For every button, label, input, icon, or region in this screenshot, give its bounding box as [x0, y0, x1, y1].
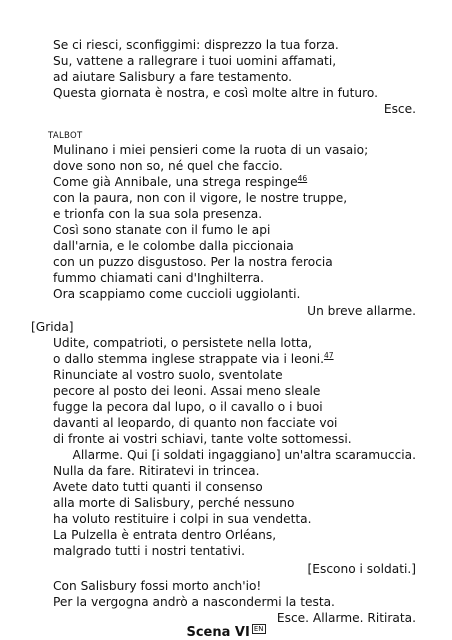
- verse-line: Rinunciate al vostro suolo, sventolate: [53, 368, 283, 382]
- footnote-link[interactable]: 47: [324, 350, 334, 360]
- verse-line: con un puzzo disgustoso. Per la nostra ferocia: [53, 255, 333, 269]
- verse-line: Ora scappiamo come cuccioli uggiolanti.: [53, 287, 301, 301]
- verse-line: pecore al posto dei leoni. Assai meno sleale: [53, 384, 321, 398]
- verse-line: [53, 351, 334, 367]
- stage-direction-alarm: Un breve allarme.: [307, 304, 416, 318]
- verse-line: Con Salisbury fossi morto anch'io!: [53, 579, 262, 593]
- verse-line: dove sono non so, né quel che faccio.: [53, 159, 283, 173]
- verse-line: Mulinano i miei pensieri come la ruota di un vasaio;: [53, 143, 369, 157]
- stage-direction-grida: [Grida]: [31, 320, 74, 334]
- verse-line: alla morte di Salisbury, perché nessuno: [53, 496, 295, 510]
- stage-direction-exit: Esce.: [383, 102, 416, 116]
- verse-line: Udite, compatrioti, o persistete nella lotta,: [53, 336, 313, 350]
- verse-line: dall'arnia, e le colombe dalla piccionaia: [53, 239, 294, 253]
- verse-line: Nulla da fare. Ritiratevi in trincea.: [53, 464, 260, 478]
- verse-line: con la paura, non con il vigore, le nostre truppe,: [53, 191, 348, 205]
- verse-text: Come già Annibale, una strega respinge: [53, 175, 298, 189]
- scene-title: Scena VI: [186, 625, 250, 640]
- verse-line: Su, vattene a rallegrare i tuoi uomini affamati,: [53, 54, 337, 68]
- verse-line: [53, 174, 307, 190]
- verse-line: Questa giornata è nostra, e così molte altre in futuro.: [53, 86, 378, 100]
- verse-line: Se ci riesci, sconfiggimi: disprezzo la tua forza.: [53, 38, 339, 52]
- verse-line: La Pulzella è entrata dentro Orléans,: [53, 528, 277, 542]
- footnote-link[interactable]: 46: [297, 173, 308, 183]
- verse-line: ha voluto restituire i colpi in sua vendetta.: [53, 512, 312, 526]
- scene-heading: [0, 624, 452, 640]
- verse-line: Per la vergogna andrò a nascondermi la testa.: [53, 595, 335, 609]
- verse-line: Così sono stanate con il fumo le api: [53, 223, 271, 237]
- stage-direction-exit: Esce. Allarme. Ritirata.: [276, 611, 416, 625]
- speaker-name: TALBOT: [48, 131, 83, 141]
- verse-line: di fronte ai vostri schiavi, tante volte sottomessi.: [53, 432, 352, 446]
- verse-line: Avete dato tutti quanti il consenso: [53, 480, 263, 494]
- verse-line: e trionfa con la sua sola presenza.: [53, 207, 263, 221]
- stage-direction-alarm: Allarme. Qui [i soldati ingaggiano] un'altra scaramuccia.: [72, 448, 416, 462]
- verse-text: o dallo stemma inglese strappate via i leoni.: [53, 352, 325, 366]
- verse-line: ad aiutare Salisbury a fare testamento.: [53, 70, 292, 84]
- verse-line: malgrado tutti i nostri tentativi.: [53, 544, 246, 558]
- language-toggle-button[interactable]: EN: [253, 625, 264, 633]
- verse-line: fummo chiamati cani d'Inghilterra.: [53, 271, 264, 285]
- verse-line: fugge la pecora dal lupo, o il cavallo o i buoi: [53, 400, 323, 414]
- verse-line: davanti al leopardo, di quanto non facciate voi: [53, 416, 338, 430]
- stage-direction-exit: [Escono i soldati.]: [307, 562, 416, 576]
